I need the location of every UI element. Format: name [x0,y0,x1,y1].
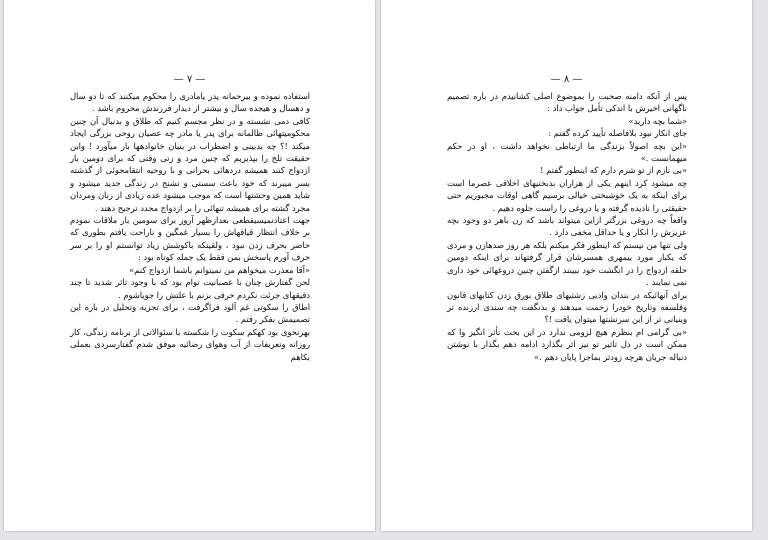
page-body-text [70,90,310,363]
paragraph: چه میشود کرد اینهم یکی از هزاران بدبختیهای اخلاقی عصرما است برای اینکه به یک خوشبختی خیالی برسیم گاهی اوقات مجبوریم حتی حقیقتی را نادیده گرفته و یا دروغی را راست جلوه دهیم . [447,177,687,213]
paragraph: کافی دمی نشسته و در نظر مجسم کنیم که طلاق و بدنبال آن چنین محکومیتهائی ظالمانه برای پدر یا مادر چه عصیان روحی بزرگی ایجاد میکند !؟ چه بدبینی و اضطراب در بنیان خانوادهها بار میآورد ! وابن حقیقت تلخ را بپذیریم که چنین مرد و زنی وقتی که برای دومین بار ازدواج کنند همیشه دردهائی بحرانی و با روحیه انتقامجوئی از گذشته بسر میبرند که خود باعث سستی و تشنج در زندگی جدید میشود و شاید همین وحشتها است که موجب میشود عده زیادی از زنان ومردان مجرد گشته برای همیشه تنهائی را بر ازدواج مجدد ترجیح دهند . [70,115,310,213]
paragraph: جای انکار نبود بلافاصله تأیید کرده گفتم : [548,128,687,139]
paragraph: اطاق را سکوتی غم آلود فراگرفت ، برای تجزیه وتحلیل در باره این تصمیمش بفکر رفتم . [70,301,310,325]
document-page-right [381,0,752,531]
paragraph: «این بچه اصولاً بزندگی ما ارتباطی نخواهد داشت ، او در حکم میهمانست .» [447,140,687,164]
paragraph: لحن گفتارش چنان با عصبانیت توام بود که با وجود تاثر شدید تا چند دقیقهای جرئت نکردم حرفی بزنم با علتش را جویاشوم . [70,277,310,300]
paragraph: «بی نازم از تو شرم دارم که اینطور گفتم ! [540,165,687,176]
paragraph: واقعاً چه دروغی بزرگتر ازاین میتواند باشد که زن باهر دو وجود بچه عزیزش را انکار و یا حداقل مخفی دارد . [447,215,687,238]
page-body-text [447,90,687,363]
paragraph: برای آنهائیکه در بندان وادیی زشتیهای طلاق بورق زدن کتابهای قانون وفلسفه وتاریخ خودرا زحمت میدهند و بدنگفت چه سندی ارزنده تر وبنیانی تر از این سرنشتها میتوان یافت !؟ [447,289,687,325]
page-number: — ٨ — [550,74,583,85]
paragraph: «آقا معذرت میخواهم من نمیتوانم باشما ازدواج کنم» [129,264,310,275]
paragraph: جهت اعتادنمیسیقطعی بعدازظهر آروز برای سومین بار ملاقات نمودم بر خلاف انتظار قیافهاش را بسیار غمگین و ناراحت یافتم بطوری که حاضر بحرف زدن نبود ، ولقینکه باکوشش زیاد توانستم او را بر سر حرف آورم پاسخش بمن فقط یک جمله کوتاه بود : [70,215,310,263]
paragraph: پس از آنکه دامنه صحبت را بموضوع اصلی کشانیدم در باره تصمیم ناگهانی اخیرش با اندکی تأمل جواب داد : [447,91,687,114]
paragraph: «شما بچه دارید» [628,115,687,126]
paragraph: ولی تنها من نیستم که اینطور فکر میکنم بلکه هر روز صدهازن و مردی که یکبار مورد بیمهری همسرشان قرار گرفتهاند برای اینکه دومین حلقه ازدواج را در انگشت خود ببینند ازگفتن چنین دروغهائی خود داری نمی نمایند . [447,239,687,288]
document-page-left [4,0,375,531]
paragraph: استفاده نموده و بیرحمانه پدر یامادری را محکوم میکنند که تا دو سال و دهسال و هیجده سال و بیشتر از دیدار فرزندش محروم باشد . [70,91,310,114]
page-number: — ٧ — [173,74,206,85]
paragraph: بهرنحوی بود کهکم سکوت را شکسته با سئوالاتی از برنامه زندگی، کار روزانه وتعریفات از آب وهوای رضائیه موفق شدم گفتارسردی بعملی بکاهم [70,326,310,362]
paragraph: «بی گرامی ام بنظرم هیچ لزومی ندارد در این بحث تأثر انگیز وا که ممکن است در دل تاثیر تو نیز اثر بگذارد ادامه دهم بگذار با نوشتن دنباله جریان هرچه زودتر بماجرا پایان دهم .» [447,326,687,362]
